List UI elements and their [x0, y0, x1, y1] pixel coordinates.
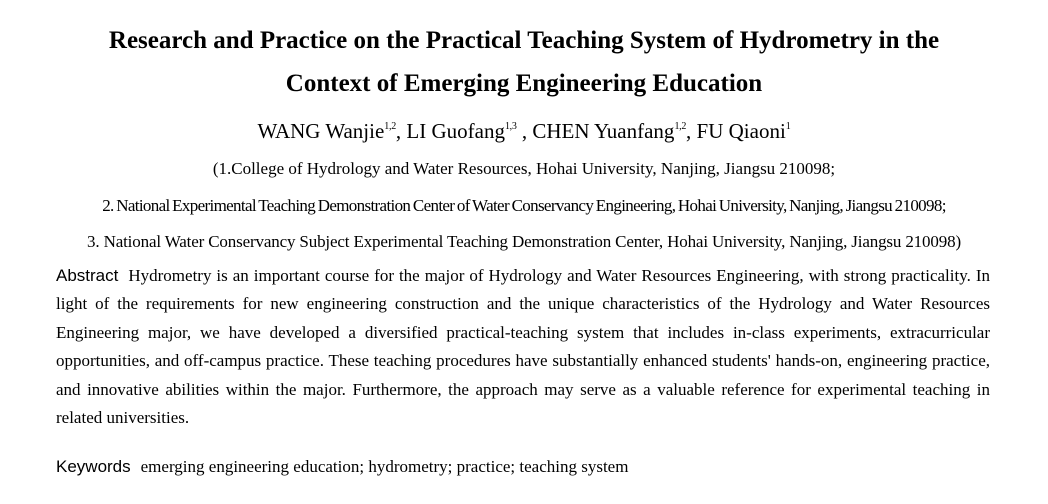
author-name: WANG Wanjie	[257, 119, 385, 143]
abstract-label: Abstract	[56, 266, 119, 285]
author-affiliation-mark: 1	[785, 121, 791, 132]
affiliation-2: 2. National Experimental Teaching Demonstration Center of Water Conservancy Engineering, Hohai University, Nanjing, Jiangsu 210098;	[102, 196, 946, 215]
author-name: FU Qiaoni	[696, 119, 786, 143]
author-affiliation-mark: 1,2	[674, 121, 687, 132]
keywords	[56, 454, 990, 480]
affiliation-3: 3. National Water Conservancy Subject Experimental Teaching Demonstration Center, Hohai University, Nanjing, Jiangsu 210098)	[87, 232, 961, 251]
paper-title-line-1: Research and Practice on the Practical Teaching System of Hydrometry in the	[108, 27, 940, 54]
abstract	[56, 262, 990, 432]
author-affiliation-mark: 1,2	[384, 121, 396, 132]
affiliation-1: (1.College of Hydrology and Water Resources, Hohai University, Nanjing, Jiangsu 210098;	[212, 159, 836, 178]
author-name: LI Guofang	[406, 119, 505, 143]
paper-title-line-2: Context of Emerging Engineering Education	[285, 70, 763, 97]
keywords-label: Keywords	[56, 457, 131, 476]
keywords-text: emerging engineering education; hydrometry; practice; teaching system	[140, 457, 629, 476]
author-separator: ,	[395, 119, 407, 143]
author-separator: ,	[686, 119, 697, 143]
author-list	[0, 116, 1048, 146]
abstract-text: Hydrometry is an important course for the major of Hydrology and Water Resources Engineering, with strong practicality. In light of the requirements for new engineering construction and the unique characteristics of the Hydrology and Water Resources Engineering major, we have developed a diversified practical-teaching system that includes in-class experiments, extracurricular opportunities, and off-campus practice. These teaching procedures have substantially enhanced students' hands-on, engineering practice, and innovative abilities within the major. Furthermore, the approach may serve as a valuable reference for experimental teaching in related universities.	[56, 266, 990, 428]
author-separator: ,	[516, 119, 533, 143]
author-affiliation-mark: 1,3	[504, 121, 517, 132]
author-name: CHEN Yuanfang	[532, 119, 675, 143]
